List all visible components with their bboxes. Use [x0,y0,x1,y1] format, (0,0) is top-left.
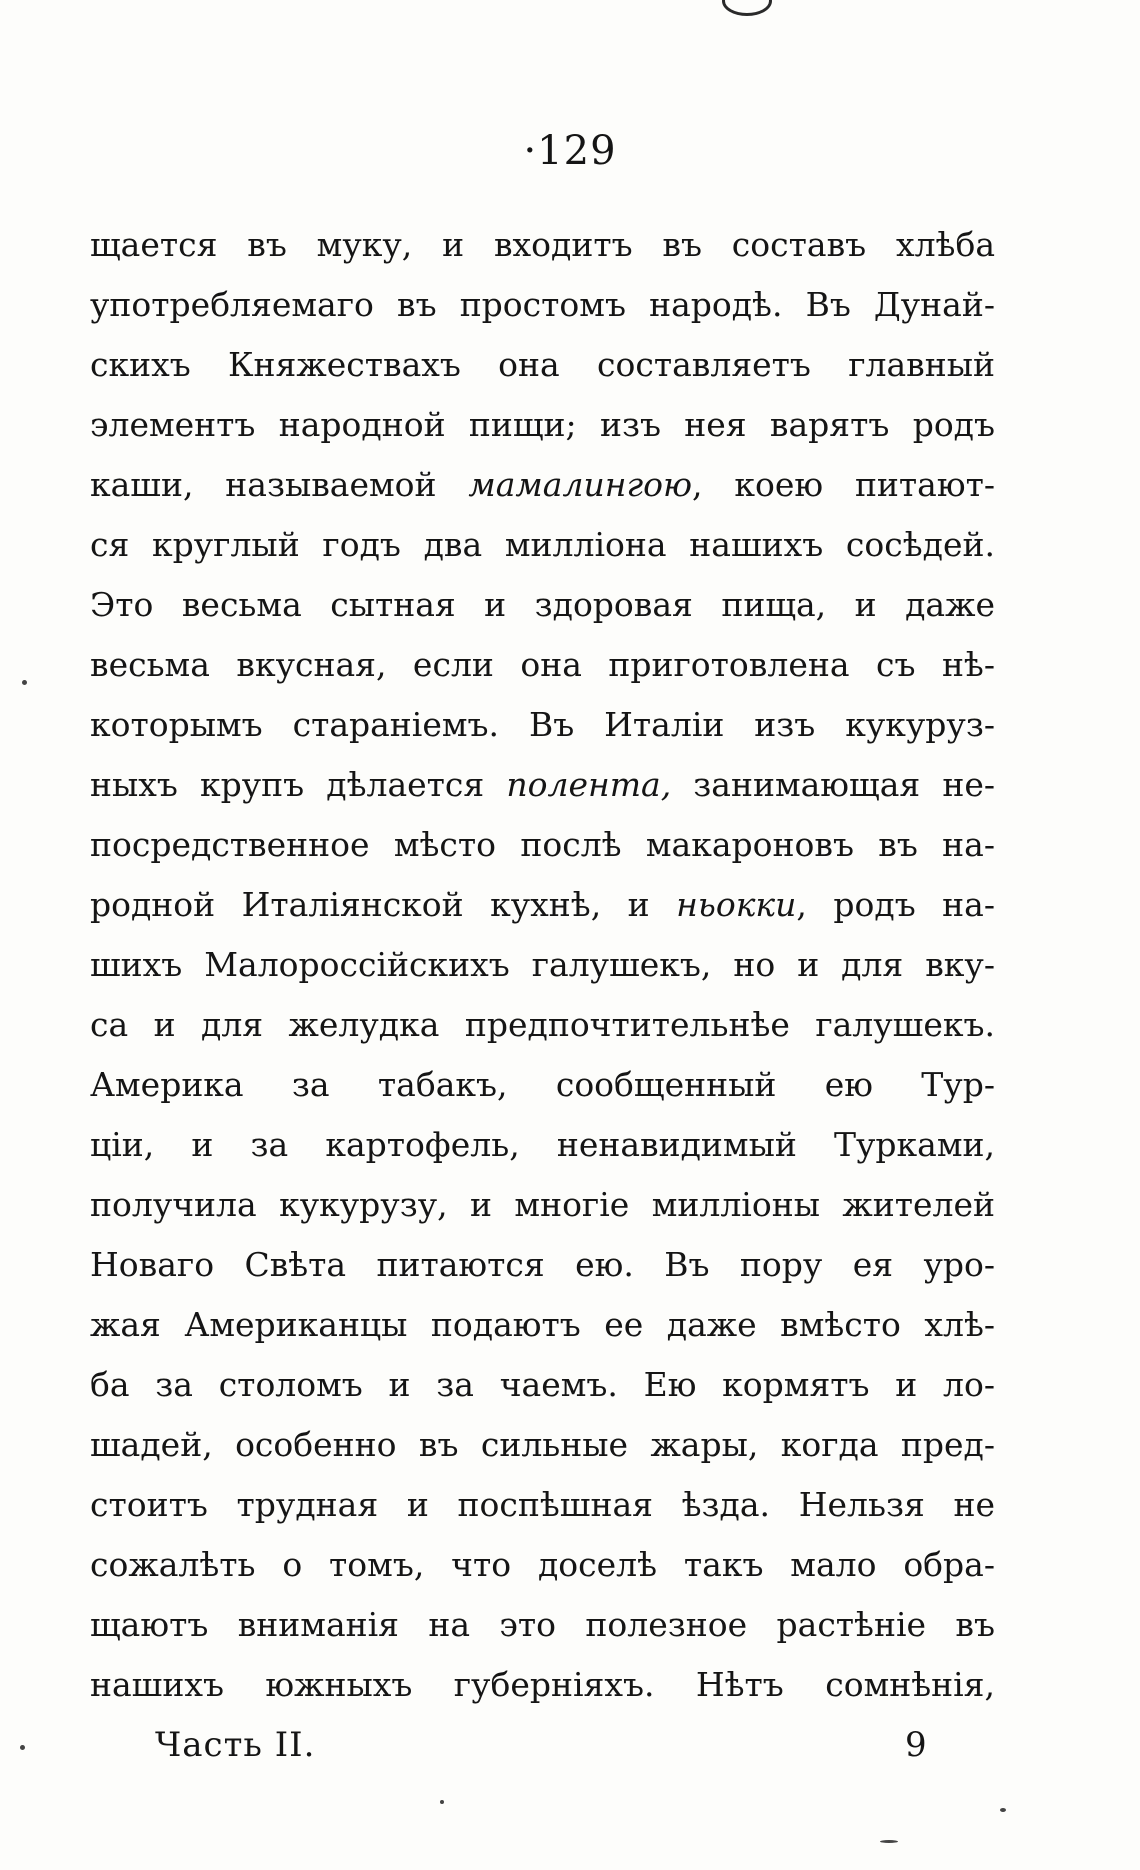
text-line [90,455,995,515]
text-line [90,635,995,695]
text-segment: получила кукурузу, и многіе милліоны жителей [90,1185,995,1224]
text-line [90,935,995,995]
page-number: ·129 [523,128,617,174]
text-line [90,695,995,755]
text-segment: ціи, и за картофель, ненавидимый Турками, [90,1125,995,1164]
text-segment: ся круглый годъ два милліона нашихъ сосѣдей. [90,525,995,564]
text-segment: шихъ Малороссійскихъ галушекъ, но и для вку- [90,945,995,984]
text-segment: весьма вкусная, если она приготовлена съ нѣ- [90,645,995,684]
text-line [90,215,995,275]
text-segment: употребляемаго въ простомъ народѣ. Въ Дунай- [90,285,995,324]
text-line [90,1235,995,1295]
text-line [90,515,995,575]
text-line [90,995,995,1055]
text-line [90,875,995,935]
italic-term: ньокки [676,885,797,924]
text-segment: стоитъ трудная и поспѣшная ѣзда. Нельзя не [90,1485,995,1524]
text-line [90,1295,995,1355]
text-segment: нашихъ южныхъ губерніяхъ. Нѣтъ сомнѣнія, [90,1665,995,1704]
text-segment: посредственное мѣсто послѣ макароновъ въ на- [90,825,995,864]
text-line [90,575,995,635]
print-speck [20,1745,25,1750]
text-line [90,395,995,455]
text-line [90,755,995,815]
text-segment: шадей, особенно въ сильные жары, когда пред- [90,1425,995,1464]
text-line [90,1655,995,1715]
text-line [90,1415,995,1475]
italic-term: мамалингою [468,465,693,504]
text-line [90,1355,995,1415]
text-segment: , коею питают- [692,465,995,504]
print-speck [1000,1808,1006,1812]
text-segment: ба за столомъ и за чаемъ. Ею кормятъ и ло- [90,1365,995,1404]
text-segment: ныхъ крупъ дѣлается [90,765,507,804]
text-segment: , родъ на- [796,885,995,924]
text-segment: скихъ Княжествахъ она составляетъ главный [90,345,995,384]
text-segment: Новаго Свѣта питаются ею. Въ пору ея уро- [90,1245,995,1284]
text-line [90,275,995,335]
italic-term: полента, [506,765,672,804]
text-segment: которымъ стараніемъ. Въ Италіи изъ кукуруз- [90,705,995,744]
text-line [90,1175,995,1235]
print-speck [22,680,27,685]
text-segment: родной Италіянской кухнѣ, и [90,885,677,924]
library-stamp-mark [722,0,772,16]
text-segment: каши, называемой [90,465,469,504]
print-speck [880,1840,898,1843]
text-segment: щается въ муку, и входитъ въ составъ хлѣба [90,225,995,264]
text-line [90,1535,995,1595]
text-segment: элементъ народной пищи; изъ нея варятъ родъ [90,405,995,444]
footer-sheet-number: 9 [905,1725,927,1765]
text-segment: Америка за табакъ, сообщенный ею Тур- [90,1065,995,1104]
text-segment: жая Американцы подаютъ ее даже вмѣсто хлѣ- [90,1305,995,1344]
text-line [90,1055,995,1115]
text-line [90,1595,995,1655]
footer-part-signature: Часть II. [155,1725,316,1765]
text-segment: Это весьма сытная и здоровая пища, и даже [90,585,995,624]
text-line [90,1475,995,1535]
text-segment: занимающая не- [671,765,995,804]
text-segment: щаютъ вниманія на это полезное растѣніе въ [90,1605,995,1644]
text-segment: сожалѣть о томъ, что доселѣ такъ мало обра- [90,1545,995,1584]
text-line [90,1115,995,1175]
body-text [90,215,995,1715]
text-segment: са и для желудка предпочтительнѣе галушекъ. [90,1005,995,1044]
print-speck [440,1800,444,1804]
text-line [90,815,995,875]
text-line [90,335,995,395]
